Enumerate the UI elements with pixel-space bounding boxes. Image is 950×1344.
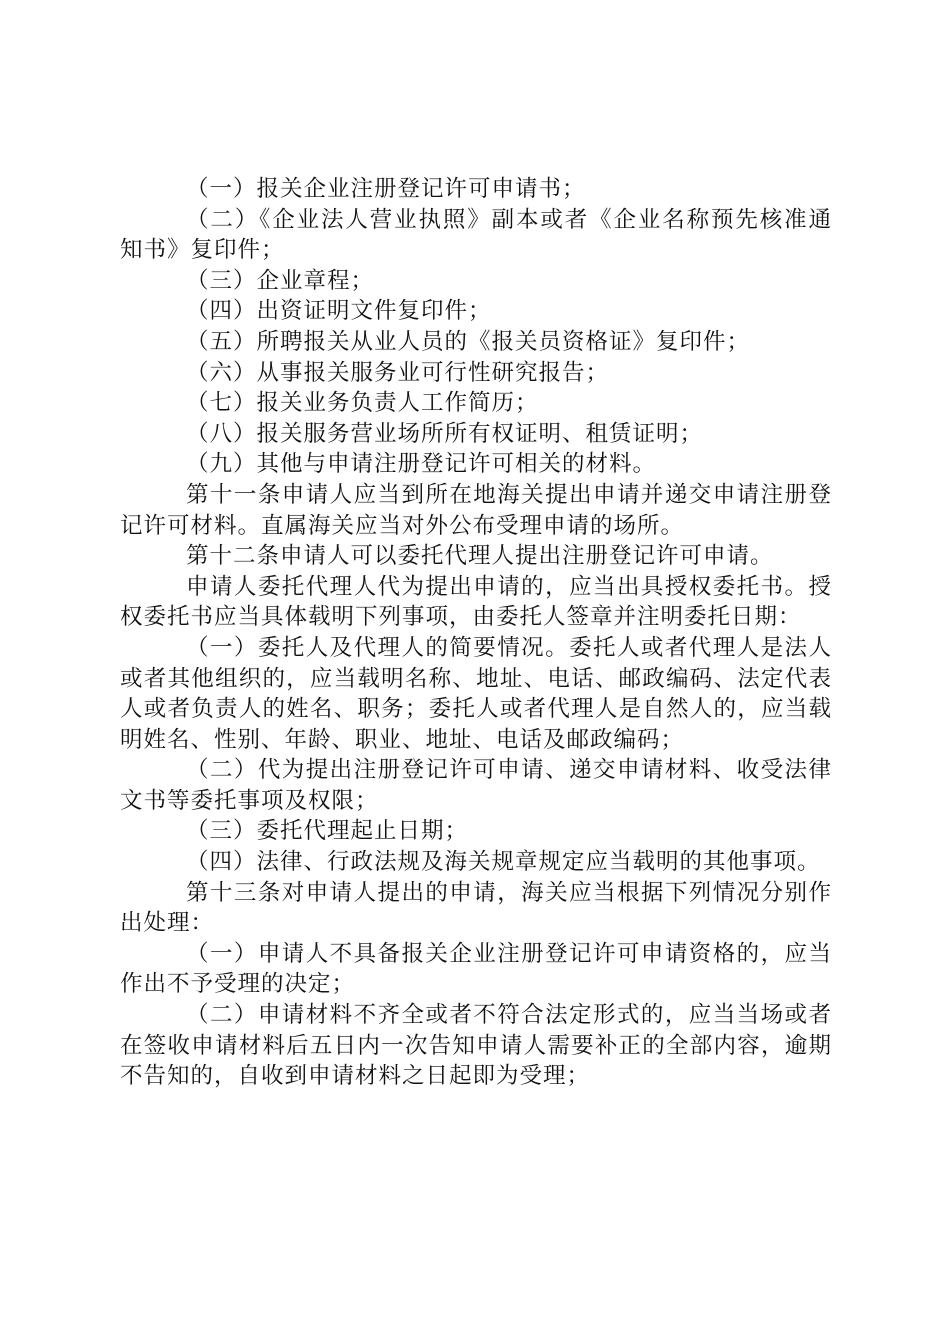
list-item: （八）报关服务营业场所所有权证明、租赁证明； — [186, 420, 704, 447]
list-item: （四）法律、行政法规及海关规章规定应当载明的其他事项。 — [186, 849, 821, 876]
article-paragraph: 第十三条对申请人提出的申请，海关应当根据下列情况分别作出处理： — [120, 879, 832, 937]
list-item: （二）申请材料不齐全或者不符合法定形式的，应当当场或者在签收申请材料后五日内一次告知申请人需要补正的全部内容，逾期不告知的，自收到申请材料之日起即为受理； — [120, 1002, 832, 1090]
list-item: （二）代为提出注册登记许可申请、递交申请材料、收受法律文书等委托事项及权限； — [120, 757, 832, 814]
document-page — [120, 174, 832, 1092]
list-item: （三）企业章程； — [186, 267, 375, 294]
list-item: （六）从事报关服务业可行性研究报告； — [186, 359, 610, 386]
list-item: （一）申请人不具备报关企业注册登记许可申请资格的，应当作出不予受理的决定； — [120, 940, 832, 998]
list-item: （九）其他与申请注册登记许可相关的材料。 — [186, 451, 657, 478]
list-item: （一）委托人及代理人的简要情况。委托人或者代理人是法人或者其他组织的，应当载明名称、地址、电话、邮政编码、法定代表人或者负责人的姓名、职务；委托人或者代理人是自然人的，应当载明姓名、性别、年龄、职业、地址、电话及邮政编码； — [120, 634, 832, 753]
list-item: （七）报关业务负责人工作简历； — [186, 390, 539, 417]
list-item: （三）委托代理起止日期； — [186, 818, 469, 845]
article-paragraph: 第十一条申请人应当到所在地海关提出申请并递交申请注册登记许可材料。直属海关应当对外公布受理申请的场所。 — [120, 481, 832, 539]
article-paragraph: 第十二条申请人可以委托代理人提出注册登记许可申请。 — [186, 543, 774, 570]
list-item: （二）《企业法人营业执照》副本或者《企业名称预先核准通知书》复印件； — [120, 206, 832, 264]
list-item: （五）所聘报关从业人员的《报关员资格证》复印件； — [186, 328, 751, 355]
list-item: （四）出资证明文件复印件； — [186, 298, 492, 325]
body-paragraph: 申请人委托代理人代为提出申请的，应当出具授权委托书。授权委托书应当具体载明下列事项，由委托人签章并注明委托日期： — [120, 573, 832, 631]
list-item: （一）报关企业注册登记许可申请书； — [186, 176, 586, 202]
